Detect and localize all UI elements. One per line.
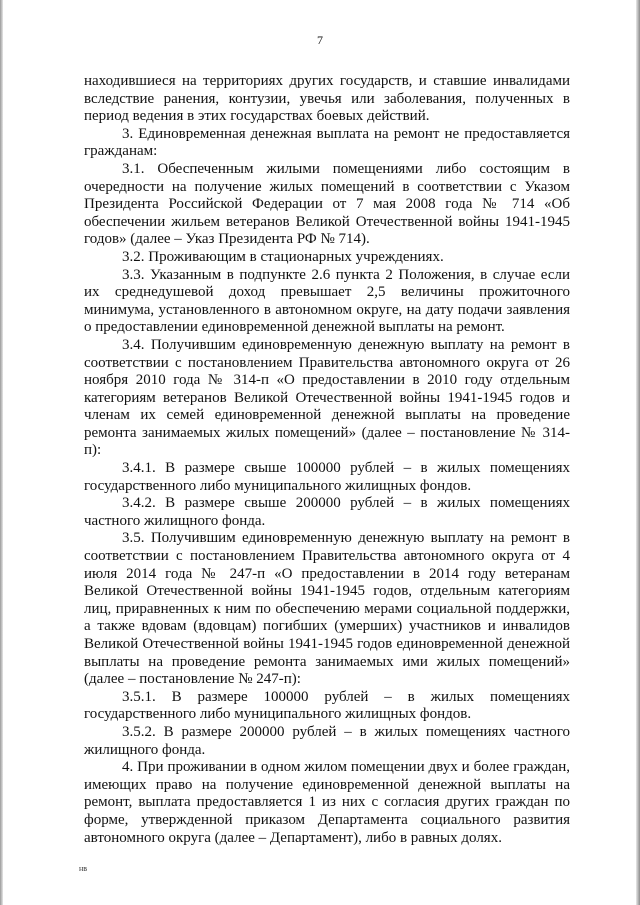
paragraph-3-5-2: 3.5.2. В размере 200000 рублей – в жилых помещениях частного жилищного фонда.: [84, 723, 570, 758]
paragraph-3-4-1: 3.4.1. В размере свыше 100000 рублей – в жилых помещениях государственного либо муниципального жилищных фондов.: [84, 460, 570, 494]
document-body: [84, 73, 570, 847]
footer-mark: нв: [79, 864, 88, 873]
scan-left-edge: [0, 0, 3, 905]
paragraph-3-4: 3.4. Получившим единовременную денежную выплату на ремонт в соответствии с постановлением Правительства автономного округа от 26 ноября 2010 года № 314-п «О предоставлении в 2010 году отдельным категориям ветеранов Великой Отечественной войны 1941-1945 годов и членам их семей единовременной денежной выплаты на проведение ремонта занимаемых жилых помещений» (далее – постановление № 314-п):: [84, 336, 570, 459]
paragraph-3-5-1: 3.5.1. В размере 100000 рублей – в жилых помещениях государственного либо муниципального жилищных фондов.: [84, 688, 570, 723]
paragraph-3-1: 3.1. Обеспеченным жилыми помещениями либо состоящим в очередности на получение жилых помещений в соответствии с Указом Президента Российской Федерации от 7 мая 2008 года № 714 «Об обеспечении жильем ветеранов Великой Отечественной войны 1941-1945 годов» (далее – Указ Президента РФ № 714).: [84, 160, 570, 248]
paragraph-3-3: 3.3. Указанным в подпункте 2.6 пункта 2 Положения, в случае если их среднедушевой доход превышает 2,5 величины прожиточного минимума, установленного в автономном округе, на дату подачи заявления о предоставлении единовременной денежной выплаты на ремонт.: [84, 266, 570, 336]
paragraph-3-2: 3.2. Проживающим в стационарных учреждениях.: [122, 248, 444, 265]
paragraph-3-4-2: 3.4.2. В размере свыше 200000 рублей – в жилых помещениях частного жилищного фонда.: [84, 495, 570, 529]
paragraph-3: 3. Единовременная денежная выплата на ремонт не предоставляется гражданам:: [84, 125, 570, 160]
paragraph-4: 4. При проживании в одном жилом помещении двух и более граждан, имеющих право на получение единовременной денежной выплаты на ремонт, выплата предоставляется 1 из них с согласия других граждан по форме, утвержденной приказом Департамента социального развития автономного округа (далее – Департамент), либо в равных долях.: [84, 759, 570, 846]
scan-right-edge: [636, 0, 640, 905]
page-number: 7: [317, 33, 323, 47]
paragraph-continuation: находившиеся на территориях других государств, и ставшие инвалидами вследствие ранения, контузии, увечья или заболевания, полученных в период ведения в этих государствах боевых действий.: [84, 73, 570, 125]
paragraph-3-5: 3.5. Получившим единовременную денежную выплату на ремонт в соответствии с постановлением Правительства автономного округа от 4 июля 2014 года № 247-п «О предоставлении в 2014 году ветеранам Великой Отечественной войны 1941-1945 годов, отдельным категориям лиц, приравненных к ним по обеспечению мерами социальной поддержки, а также вдовам (вдовцам) погибших (умерших) участников и инвалидов Великой Отечественной войны 1941-1945 годов единовременной денежной выплаты на проведение ремонта занимаемых ими жилых помещений» (далее – постановление № 247-п):: [84, 530, 570, 688]
